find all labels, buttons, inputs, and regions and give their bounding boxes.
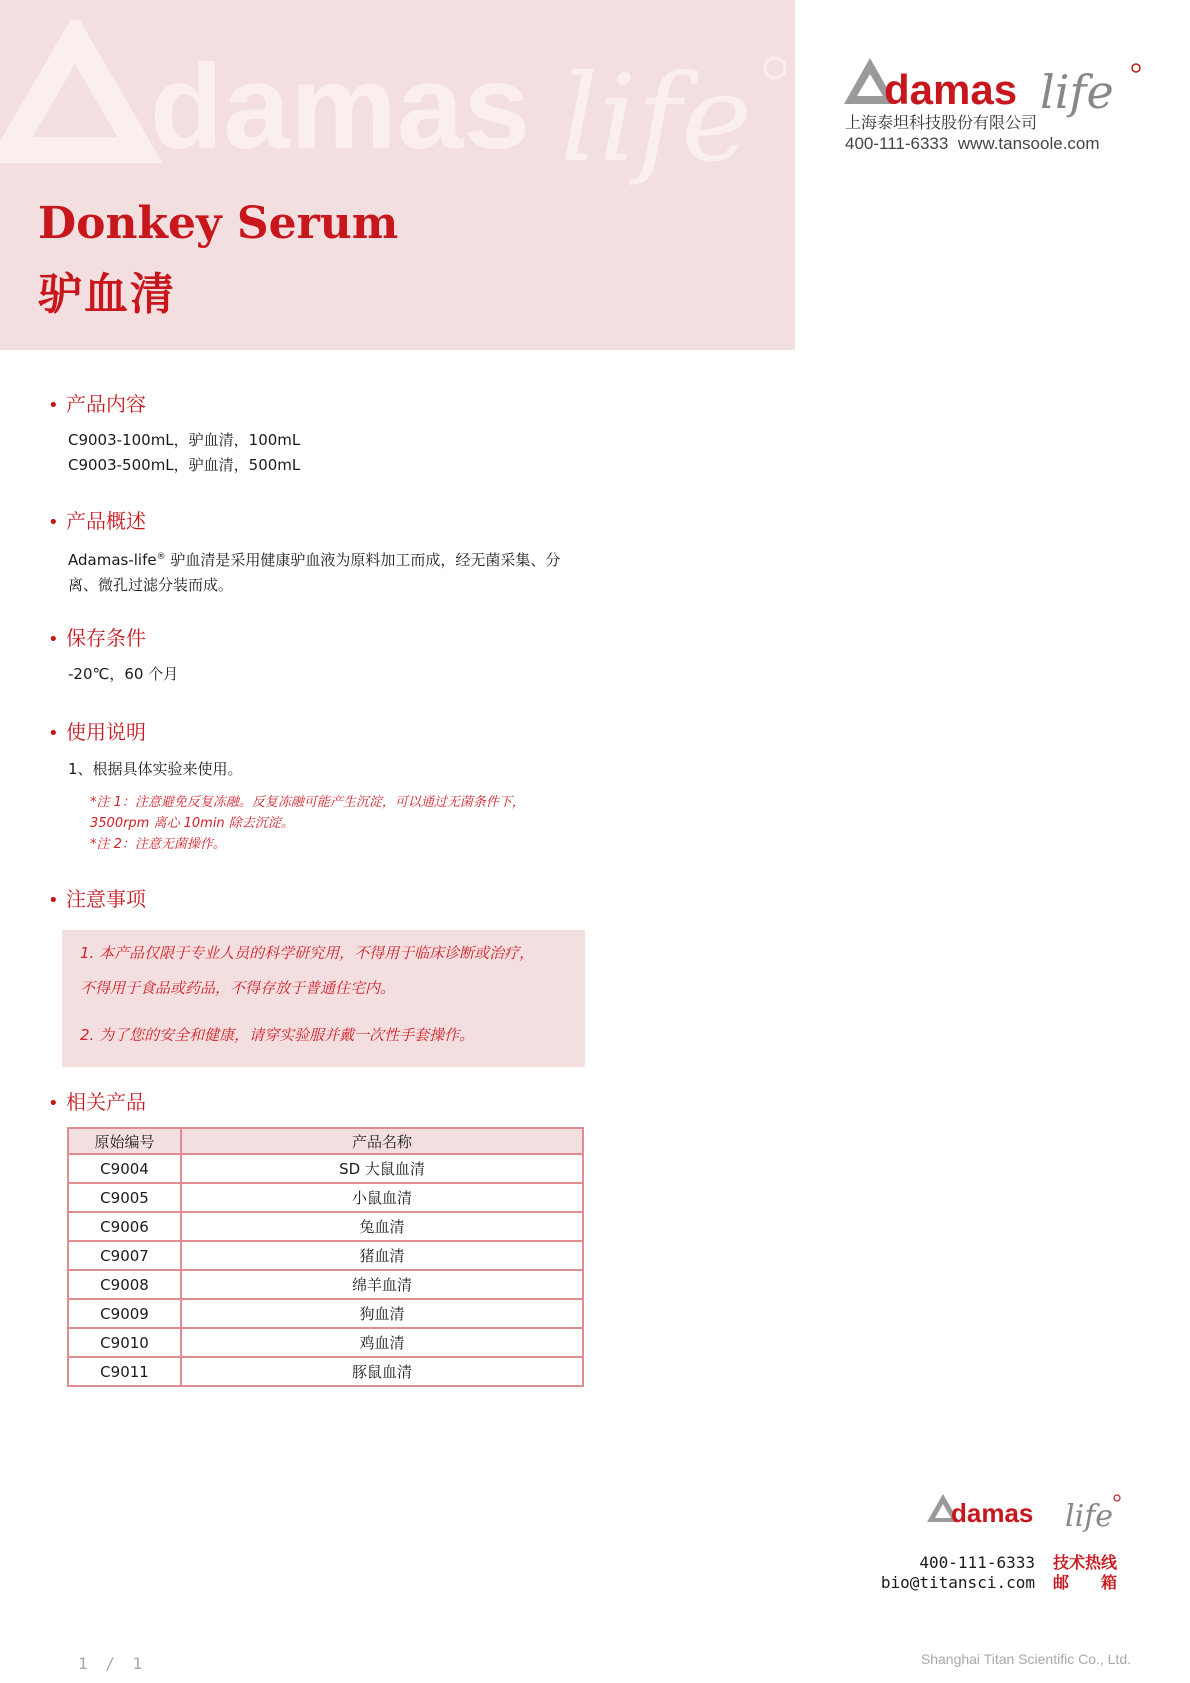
contents-item: C9003-500mL，驴血清，500mL	[68, 456, 301, 474]
catalog-number: C9010	[68, 1328, 181, 1357]
contact-line	[845, 134, 1100, 154]
section-heading-overview: • 产品概述	[48, 509, 146, 533]
table-header-row	[68, 1128, 583, 1154]
footer-email[interactable]: bio@titansci.com	[880, 1573, 1035, 1592]
contents-list	[68, 428, 300, 478]
section-heading-notice: • 注意事项	[48, 887, 146, 911]
company-name-en: Shanghai Titan Scientific Co., Ltd.	[920, 1651, 1131, 1667]
company-name-cn: 上海泰坦科技股份有限公司	[845, 113, 1038, 132]
product-name: SD 大鼠血清	[181, 1154, 583, 1183]
registered-mark: ®	[156, 552, 166, 562]
usage-notes: *注 1：注意避免反复冻融。反复冻融可能产生沉淀，可以通过无菌条件下， 3500rpm 离心 10min 除去沉淀。 *注 2：注意无菌操作。	[90, 795, 525, 852]
notice-item-1-cont: 不得用于食品或药品，不得存放于普通住宅内。	[80, 979, 396, 997]
column-header: 原始编号	[68, 1128, 181, 1154]
notice-item-1: 1. 本产品仅限于专业人员的科学研究用，不得用于临床诊断或治疗，	[80, 944, 535, 962]
usage-step: 1、根据具体实验来使用。	[68, 760, 243, 778]
bullet-icon: •	[48, 890, 59, 911]
brand-name: Adamas-life	[68, 551, 157, 569]
related-products-table	[67, 1127, 584, 1387]
table-row	[68, 1154, 583, 1183]
footer-logo-text: damas	[951, 1498, 1034, 1528]
svg-text:damas: damas	[150, 40, 531, 174]
storage-text: -20℃，60 个月	[68, 665, 179, 683]
section-heading-usage: • 使用说明	[48, 720, 146, 744]
website-link[interactable]: www.tansoole.com	[957, 134, 1100, 153]
column-header: 产品名称	[181, 1128, 583, 1154]
footer-email-label: 邮 箱	[1052, 1573, 1117, 1592]
overview-text: Adamas-life® 驴血清是采用健康驴血液为原料加工而成，经无菌采集、分 离、微孔过滤分装而成。	[68, 551, 561, 594]
footer-logo	[925, 1490, 1125, 1560]
section-heading-related: • 相关产品	[48, 1090, 146, 1114]
section-heading-contents: • 产品内容	[48, 392, 146, 416]
catalog-number: C9005	[68, 1183, 181, 1212]
table-row	[68, 1328, 583, 1357]
product-title-cn: 驴血清	[38, 269, 176, 320]
notice-box	[62, 930, 585, 1067]
product-name: 兔血清	[181, 1212, 583, 1241]
product-name: 绵羊血清	[181, 1270, 583, 1299]
table-row	[68, 1212, 583, 1241]
catalog-number: C9007	[68, 1241, 181, 1270]
table-row	[68, 1270, 583, 1299]
catalog-number: C9008	[68, 1270, 181, 1299]
page-number: 1 / 1	[78, 1654, 147, 1673]
bullet-icon: •	[48, 512, 59, 533]
product-title-en: Donkey Serum	[38, 198, 399, 249]
catalog-number: C9009	[68, 1299, 181, 1328]
footer-logo-script: life	[1065, 1499, 1114, 1534]
product-name: 小鼠血清	[181, 1183, 583, 1212]
footer-contact	[881, 1553, 1117, 1593]
header-band	[0, 0, 795, 350]
product-name: 猪血清	[181, 1241, 583, 1270]
bullet-icon: •	[48, 1093, 59, 1114]
logo-text: damas	[884, 66, 1018, 113]
hotline-number: 400-111-6333	[845, 134, 949, 153]
table-row	[68, 1241, 583, 1270]
product-name: 狗血清	[181, 1299, 583, 1328]
table-row	[68, 1299, 583, 1328]
notice-item-2: 2. 为了您的安全和健康，请穿实验服并戴一次性手套操作。	[80, 1026, 475, 1044]
footer-phone-label: 技术热线	[1052, 1553, 1117, 1572]
product-name: 鸡血清	[181, 1328, 583, 1357]
logo-script: life	[1040, 65, 1114, 119]
catalog-number: C9011	[68, 1357, 181, 1386]
table-row	[68, 1357, 583, 1386]
product-name: 豚鼠血清	[181, 1357, 583, 1386]
catalog-number: C9004	[68, 1154, 181, 1183]
contents-item: C9003-100mL，驴血清，100mL	[68, 431, 301, 449]
bullet-icon: •	[48, 629, 59, 650]
bullet-icon: •	[48, 395, 59, 416]
table-row	[68, 1183, 583, 1212]
section-heading-storage: • 保存条件	[48, 626, 146, 650]
bullet-icon: •	[48, 723, 59, 744]
watermark-logo	[0, 20, 795, 220]
catalog-number: C9006	[68, 1212, 181, 1241]
svg-text:life: life	[560, 50, 753, 189]
footer-phone: 400-111-6333	[919, 1553, 1035, 1572]
